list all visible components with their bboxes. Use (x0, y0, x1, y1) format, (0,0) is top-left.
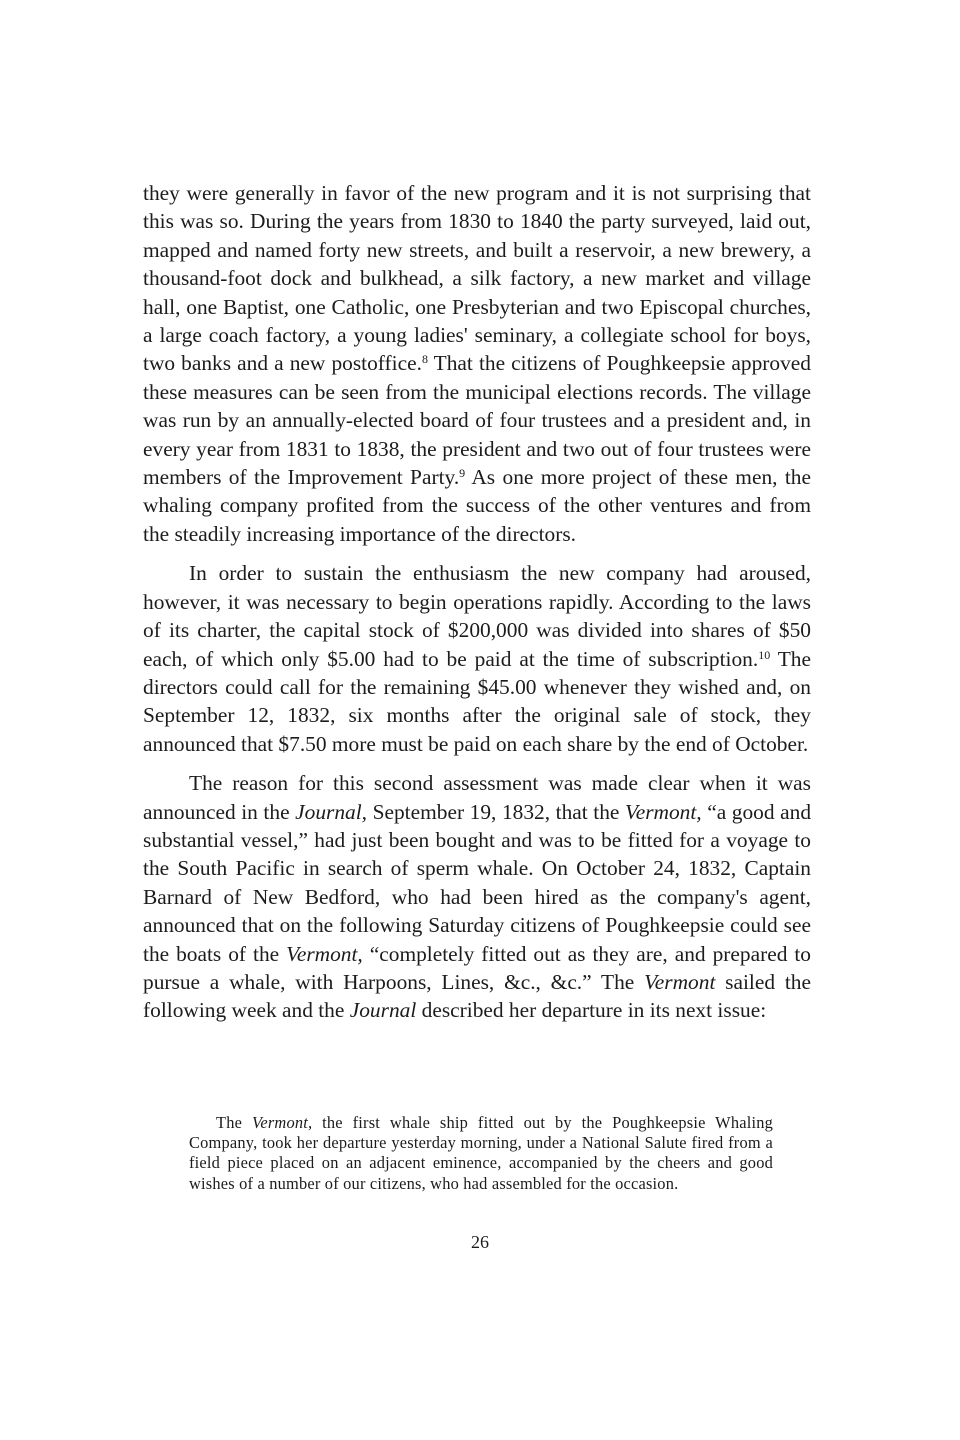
paragraph-3 (143, 769, 811, 1025)
paragraph-2 (143, 559, 811, 758)
journal-title: Journal (349, 998, 417, 1023)
block-quote-text (189, 1113, 773, 1194)
paragraph-3-text-c: “a good and substantial vessel,” had just been bought and was to be fitted for a voyage to the South Pacific in search of sperm whale. On October 24, 1832, Captain Barnard of New Bedford, who had been hired as the company's agent, announced that on the following Saturday citizens of Poughkeepsie could see the boats of the (143, 799, 812, 966)
paragraph-1-text-c: As one more project of these men, the whaling company profited from the success of the other ventures and from the steadily increasing importance of the directors. (143, 465, 811, 546)
quote-text-b: the first whale ship fitted out by the Poughkeepsie Whaling Company, took her departure yesterday morning, under a National Salute fired from a field piece placed on an adjacent eminence, accompanied by the cheers and good wishes of a number of our citizens, who had assembled for the occasion. (189, 1113, 773, 1193)
paragraph-3-text-a: The reason for this second assessment was made clear when it was announced in the (143, 771, 811, 824)
footnote-ref-9: 9 (459, 466, 466, 481)
paragraph-3-text-b: September 19, 1832, that the (367, 799, 625, 824)
footnote-ref-8: 8 (421, 352, 428, 367)
paragraph-2-text-a: In order to sustain the enthusiasm the new company had aroused, however, it was necessary to begin operations rapidly. According to the laws of its charter, the capital stock of $200,000 was divided into shares of $50 each, of which only $5.00 had to be paid at the time of subscription. (143, 561, 811, 671)
paragraph-3-text-e: sailed the following week and the (143, 969, 811, 1023)
paragraph-1-text-a: they were generally in favor of the new program and it is not surprising that this was so. During the years from 1830 to 1840 the party surveyed, laid out, mapped and named forty new streets, and built a reservoir, a new brewery, a thousand-foot dock and bulkhead, a silk factory, a new market and village hall, one Baptist, one Catholic, one Presbyterian and two Episcopal churches, a large coach factory, a young ladies' seminary, a collegiate school for boys, two banks and a new postoffice. (143, 181, 811, 376)
ship-name: Vermont, (625, 799, 702, 824)
paragraph-3-text-d: “completely fitted out as they are, and prepared to pursue a whale, with Harpoons, Lines, &c., &c.” The (143, 941, 811, 994)
body-text (143, 179, 811, 1025)
ship-name: Vermont, (286, 941, 363, 966)
journal-title: Journal, (295, 799, 368, 824)
paragraph-1-text-b: That the citizens of Poughkeepsie approved these measures can be seen from the municipal elections records. The village was run by an annually-elected board of four trustees and a president and, in every year from 1831 to 1838, the president and two out of four trustees were members of the Improvement Party. (143, 351, 811, 490)
paragraph-3-text-f: described her departure in its next issue: (416, 998, 767, 1023)
paragraph-2-text-b: The directors could call for the remaining $45.00 whenever they wished and, on September 12, 1832, six months after the original sale of stock, they announced that $7.50 more must be paid on each share by the end of October. (143, 646, 811, 756)
page-number: 26 (471, 1232, 489, 1252)
ship-name: Vermont (644, 969, 716, 994)
ship-name: Vermont, (251, 1113, 313, 1132)
footnote-ref-10: 10 (758, 647, 771, 662)
paragraph-1 (143, 179, 811, 548)
block-quote (189, 1113, 773, 1194)
quote-text-a: The (216, 1113, 252, 1132)
